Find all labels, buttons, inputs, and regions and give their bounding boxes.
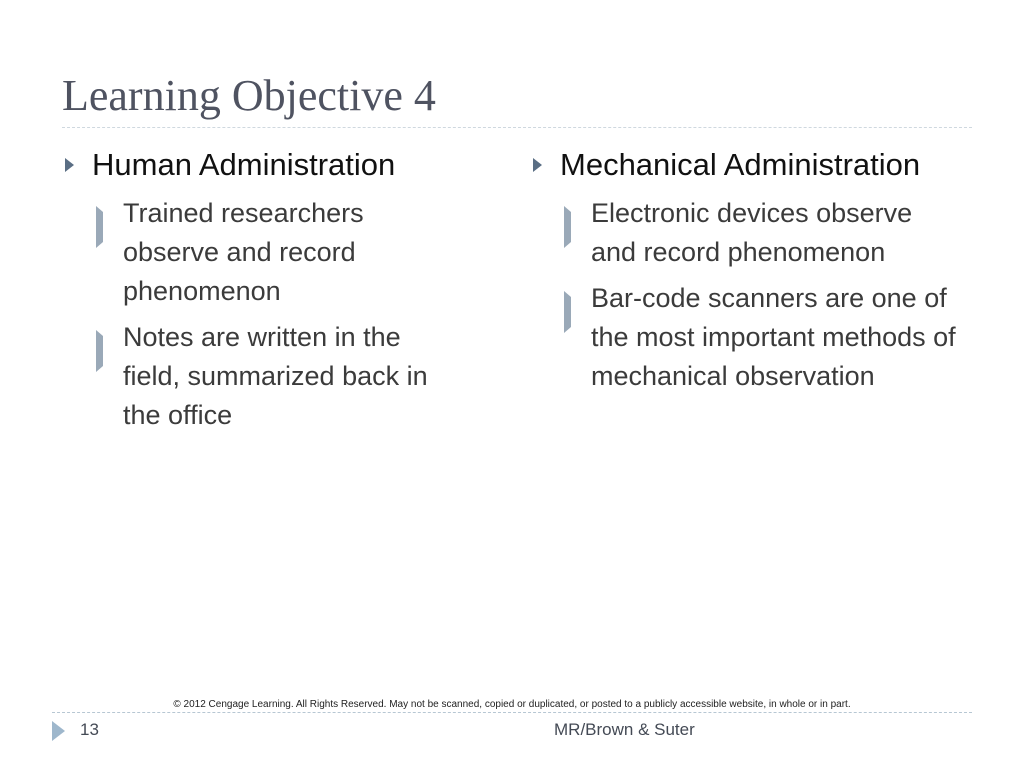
triangle-bullet-icon	[561, 279, 591, 332]
sub-bullet-list	[93, 194, 472, 435]
page-number: 13	[80, 720, 99, 739]
triangle-bullet-icon	[93, 318, 123, 371]
heading-text: Human Administration	[92, 147, 396, 182]
sub-bullet-item	[561, 194, 970, 272]
bullet-heading-human	[62, 146, 472, 184]
sub-bullet-item	[93, 318, 472, 435]
bullet-heading-mechanical	[530, 146, 970, 184]
play-arrow-icon	[52, 721, 65, 741]
sub-bullet-item	[561, 279, 970, 396]
sub-bullet-text: Bar-code scanners are one of the most important methods of mechanical observation	[591, 283, 956, 391]
heading-text: Mechanical Administration	[560, 147, 921, 182]
sub-bullet-list	[561, 194, 970, 396]
footer-divider	[52, 712, 972, 713]
triangle-bullet-icon	[93, 194, 123, 247]
sub-bullet-text: Electronic devices observe and record phenomenon	[591, 198, 913, 267]
sub-bullet-text: Trained researchers observe and record phenomenon	[123, 198, 364, 306]
slide-title: Learning Objective 4	[62, 71, 436, 120]
triangle-bullet-icon	[530, 146, 560, 172]
triangle-bullet-icon	[561, 194, 591, 247]
title-divider	[62, 127, 972, 128]
right-column	[530, 146, 970, 403]
sub-bullet-text: Notes are written in the field, summarized back in the office	[123, 322, 428, 430]
left-column	[62, 146, 472, 442]
sub-bullet-item	[93, 194, 472, 311]
copyright-notice: © 2012 Cengage Learning. All Rights Reserved. May not be scanned, copied or duplicated, or posted to a publicly accessible website, in whole or in part.	[173, 699, 851, 710]
triangle-bullet-icon	[62, 146, 92, 172]
footer-credit: MR/Brown & Suter	[554, 720, 695, 739]
